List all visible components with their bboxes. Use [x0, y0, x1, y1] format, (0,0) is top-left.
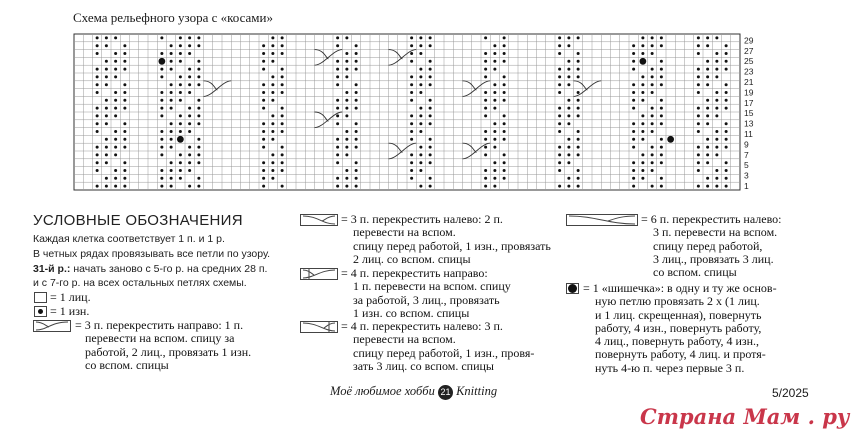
- site-watermark: Страна Мам . ру: [640, 404, 850, 429]
- knit-description: = 1 лиц.: [50, 290, 91, 304]
- row-number: 3: [744, 170, 749, 181]
- magazine-section: Knitting: [456, 384, 498, 398]
- chart-title: Схема рельефного узора с «косами»: [73, 10, 273, 25]
- cross-left-4-symbol: [300, 321, 338, 333]
- row-number: 19: [744, 87, 754, 98]
- row-number: 15: [744, 108, 754, 119]
- magazine-footer: [330, 384, 497, 400]
- bobble-description: = 1 «шишечка»: в одну и ту же основ- ную петлю провязать 2 х (1 лиц. и 1 лиц. скрещенная), повернуть работу, 4 изн., повернуть работу, 4 лиц., повернуть работу, 4 изн., повернуть работу, 4 лиц. и протя- нуть 4-ю п. через первые 3 п.: [583, 281, 777, 375]
- bobble-symbol: [566, 283, 579, 294]
- row-number: 1: [744, 181, 749, 191]
- cross-right-4-symbol: [300, 268, 338, 280]
- row-31-label: 31-й р.:: [33, 263, 71, 275]
- purl-symbol: [34, 306, 47, 317]
- row-31-text: начать заново с 5-го р. на средних 28 п.: [73, 263, 268, 275]
- knit-symbol: [34, 292, 47, 303]
- row-number: 23: [744, 66, 754, 77]
- magazine-name: Моё любимое хобби: [330, 384, 435, 398]
- row-number: 11: [744, 129, 753, 139]
- cross-left-6-symbol: [566, 214, 638, 226]
- row-number: 21: [744, 77, 754, 87]
- issue-number: 5/2025: [772, 386, 809, 400]
- pattern-chart: [72, 32, 762, 194]
- cross-left-3-description: = 3 п. перекрестить налево: 2 п. перевести на вспом. спицу перед работой, 1 изн., провязать 2 лиц. со вспом. спицы: [341, 212, 551, 266]
- row-number: 25: [744, 56, 754, 67]
- row-number: 13: [744, 118, 754, 129]
- legend-note: В четных рядах провязывать все петли по узору.: [33, 248, 271, 260]
- row-31-note: [33, 263, 267, 275]
- row-31-note-continued: и с 7-го р. на всех остальных петлях схемы.: [33, 277, 247, 289]
- cross-left-6-description: = 6 п. перекрестить налево: 3 п. перевести на вспом. спицу перед работой, 3 лиц., провязать 3 лиц. со вспом. спицы: [641, 212, 782, 280]
- row-number: 9: [744, 139, 749, 150]
- legend-heading: УСЛОВНЫЕ ОБОЗНАЧЕНИЯ: [33, 212, 243, 229]
- cross-right-3-description: = 3 п. перекрестить направо: 1 п. перевести на вспом. спицу за работой, 2 лиц., провязать 1 изн. со вспом. спицы: [75, 318, 252, 372]
- cross-left-4-description: = 4 п. перекрестить налево: 3 п. перевести на вспом. спицу перед работой, 1 изн., провя- зать 3 лиц. со вспом. спицы: [341, 319, 535, 373]
- purl-description: = 1 изн.: [50, 304, 90, 318]
- row-number: 29: [744, 35, 754, 46]
- row-number: 5: [744, 160, 749, 171]
- legend-note: Каждая клетка соответствует 1 п. и 1 р.: [33, 233, 225, 245]
- row-number: 17: [744, 97, 754, 108]
- row-number: 7: [744, 149, 749, 160]
- page-number: 21: [438, 385, 453, 400]
- cross-left-3-symbol: [300, 214, 338, 226]
- cross-right-3-symbol: [33, 320, 71, 332]
- cross-right-4-description: = 4 п. перекрестить направо: 1 п. перевести на вспом. спицу за работой, 3 лиц., провязать 1 изн. со вспом. спицы: [341, 266, 511, 320]
- row-number: 27: [744, 45, 754, 56]
